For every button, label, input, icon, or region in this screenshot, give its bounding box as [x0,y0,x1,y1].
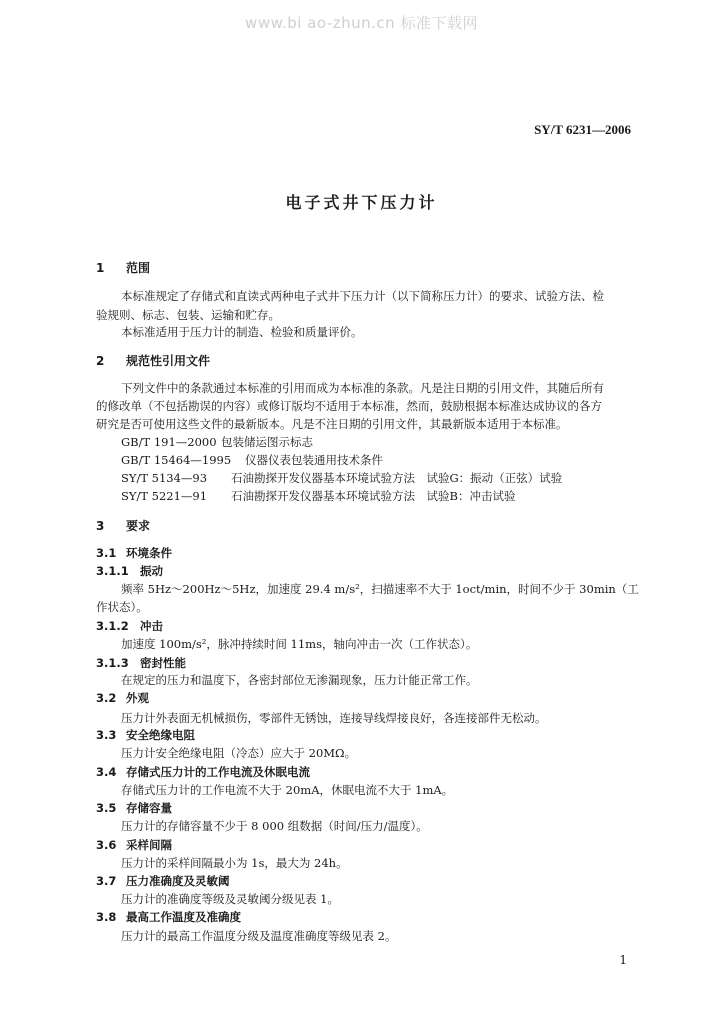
subsection-3-2-text: 压力计外表面无机械损伤，零部件无锈蚀，连接导线焊接良好，各连接部件无松动。 [121,711,547,725]
subsection-3-6-text: 压力计的采样间隔最小为 1s，最大为 24h。 [121,856,348,870]
reference-item: GB/T 191—2000 包装储运图示标志 [121,435,313,449]
document-title: 电子式井下压力计 [285,193,438,212]
subsection-3-1-3-heading: 3.1.3 密封性能 [96,656,186,670]
section-2-paragraph-line-3: 研究是否可使用这些文件的最新版本。凡是不注日期的引用文件，其最新版本适用于本标准。 [96,417,568,431]
subsection-3-4-heading: 3.4 存储式压力计的工作电流及休眠电流 [96,765,310,779]
section-3-heading: 3 要求 [96,519,151,533]
page-number: 1 [619,953,627,967]
subsection-3-1-heading: 3.1 环境条件 [96,546,172,560]
subsection-3-3-text: 压力计安全绝缘电阻（冷态）应大于 20MΩ。 [121,746,357,760]
subsection-3-1-3-text: 在规定的压力和温度下，各密封部位无渗漏现象，压力计能正常工作。 [121,673,478,687]
subsection-3-1-1-text-line-1: 频率 5Hz～200Hz～5Hz，加速度 29.4 m/s²，扫描速率不大于 1oct/min，时间不少于 30min（工 [121,582,639,596]
section-1-paragraph-1-line-2: 验规则、标志、包装、运输和贮存。 [96,308,280,322]
section-2-paragraph-line-1: 下列文件中的条款通过本标准的引用而成为本标准的条款。凡是注日期的引用文件，其随后所有 [121,381,604,395]
subsection-3-5-text: 压力计的存储容量不少于 8 000 组数据（时间/压力/温度）。 [121,819,428,833]
subsection-3-3-heading: 3.3 安全绝缘电阻 [96,728,195,742]
subsection-3-1-1-heading: 3.1.1 振动 [96,564,163,578]
section-1-paragraph-1-line-1: 本标准规定了存储式和直读式两种电子式井下压力计（以下简称压力计）的要求、试验方法、检 [121,289,604,303]
reference-item: SY/T 5221—91 石油勘探开发仪器基本环境试验方法 试验B：冲击试验 [121,489,516,503]
subsection-3-1-2-heading: 3.1.2 冲击 [96,619,163,633]
reference-item: SY/T 5134—93 石油勘探开发仪器基本环境试验方法 试验G：振动（正弦）试验 [121,471,563,485]
subsection-3-5-heading: 3.5 存储容量 [96,801,172,815]
subsection-3-7-heading: 3.7 压力准确度及灵敏阈 [96,874,230,888]
subsection-3-1-2-text: 加速度 100m/s²，脉冲持续时间 11ms，轴向冲击一次（工作状态）。 [121,637,478,651]
section-1-heading: 1 范围 [96,261,151,275]
watermark: www.bi ao-zhun.cn 标准下载网 [245,14,478,32]
section-2-paragraph-line-2: 的修改单（不包括勘误的内容）或修订版均不适用于本标准，然而，鼓励根据本标准达成协议的各方 [96,399,602,413]
subsection-3-7-text: 压力计的准确度等级及灵敏阈分级见表 1。 [121,892,339,906]
standard-number: SY/T 6231—2006 [534,122,631,137]
reference-item: GB/T 15464—1995 仪器仪表包装通用技术条件 [121,453,383,467]
subsection-3-8-text: 压力计的最高工作温度分级及温度准确度等级见表 2。 [121,929,397,943]
subsection-3-2-heading: 3.2 外观 [96,691,149,705]
section-2-heading: 2 规范性引用文件 [96,354,211,368]
subsection-3-4-text: 存储式压力计的工作电流不大于 20mA，休眠电流不大于 1mA。 [121,783,454,797]
section-1-paragraph-2: 本标准适用于压力计的制造、检验和质量评价。 [121,325,363,339]
subsection-3-1-1-text-line-2: 作状态）。 [96,600,148,614]
subsection-3-6-heading: 3.6 采样间隔 [96,838,172,852]
subsection-3-8-heading: 3.8 最高工作温度及准确度 [96,910,241,924]
